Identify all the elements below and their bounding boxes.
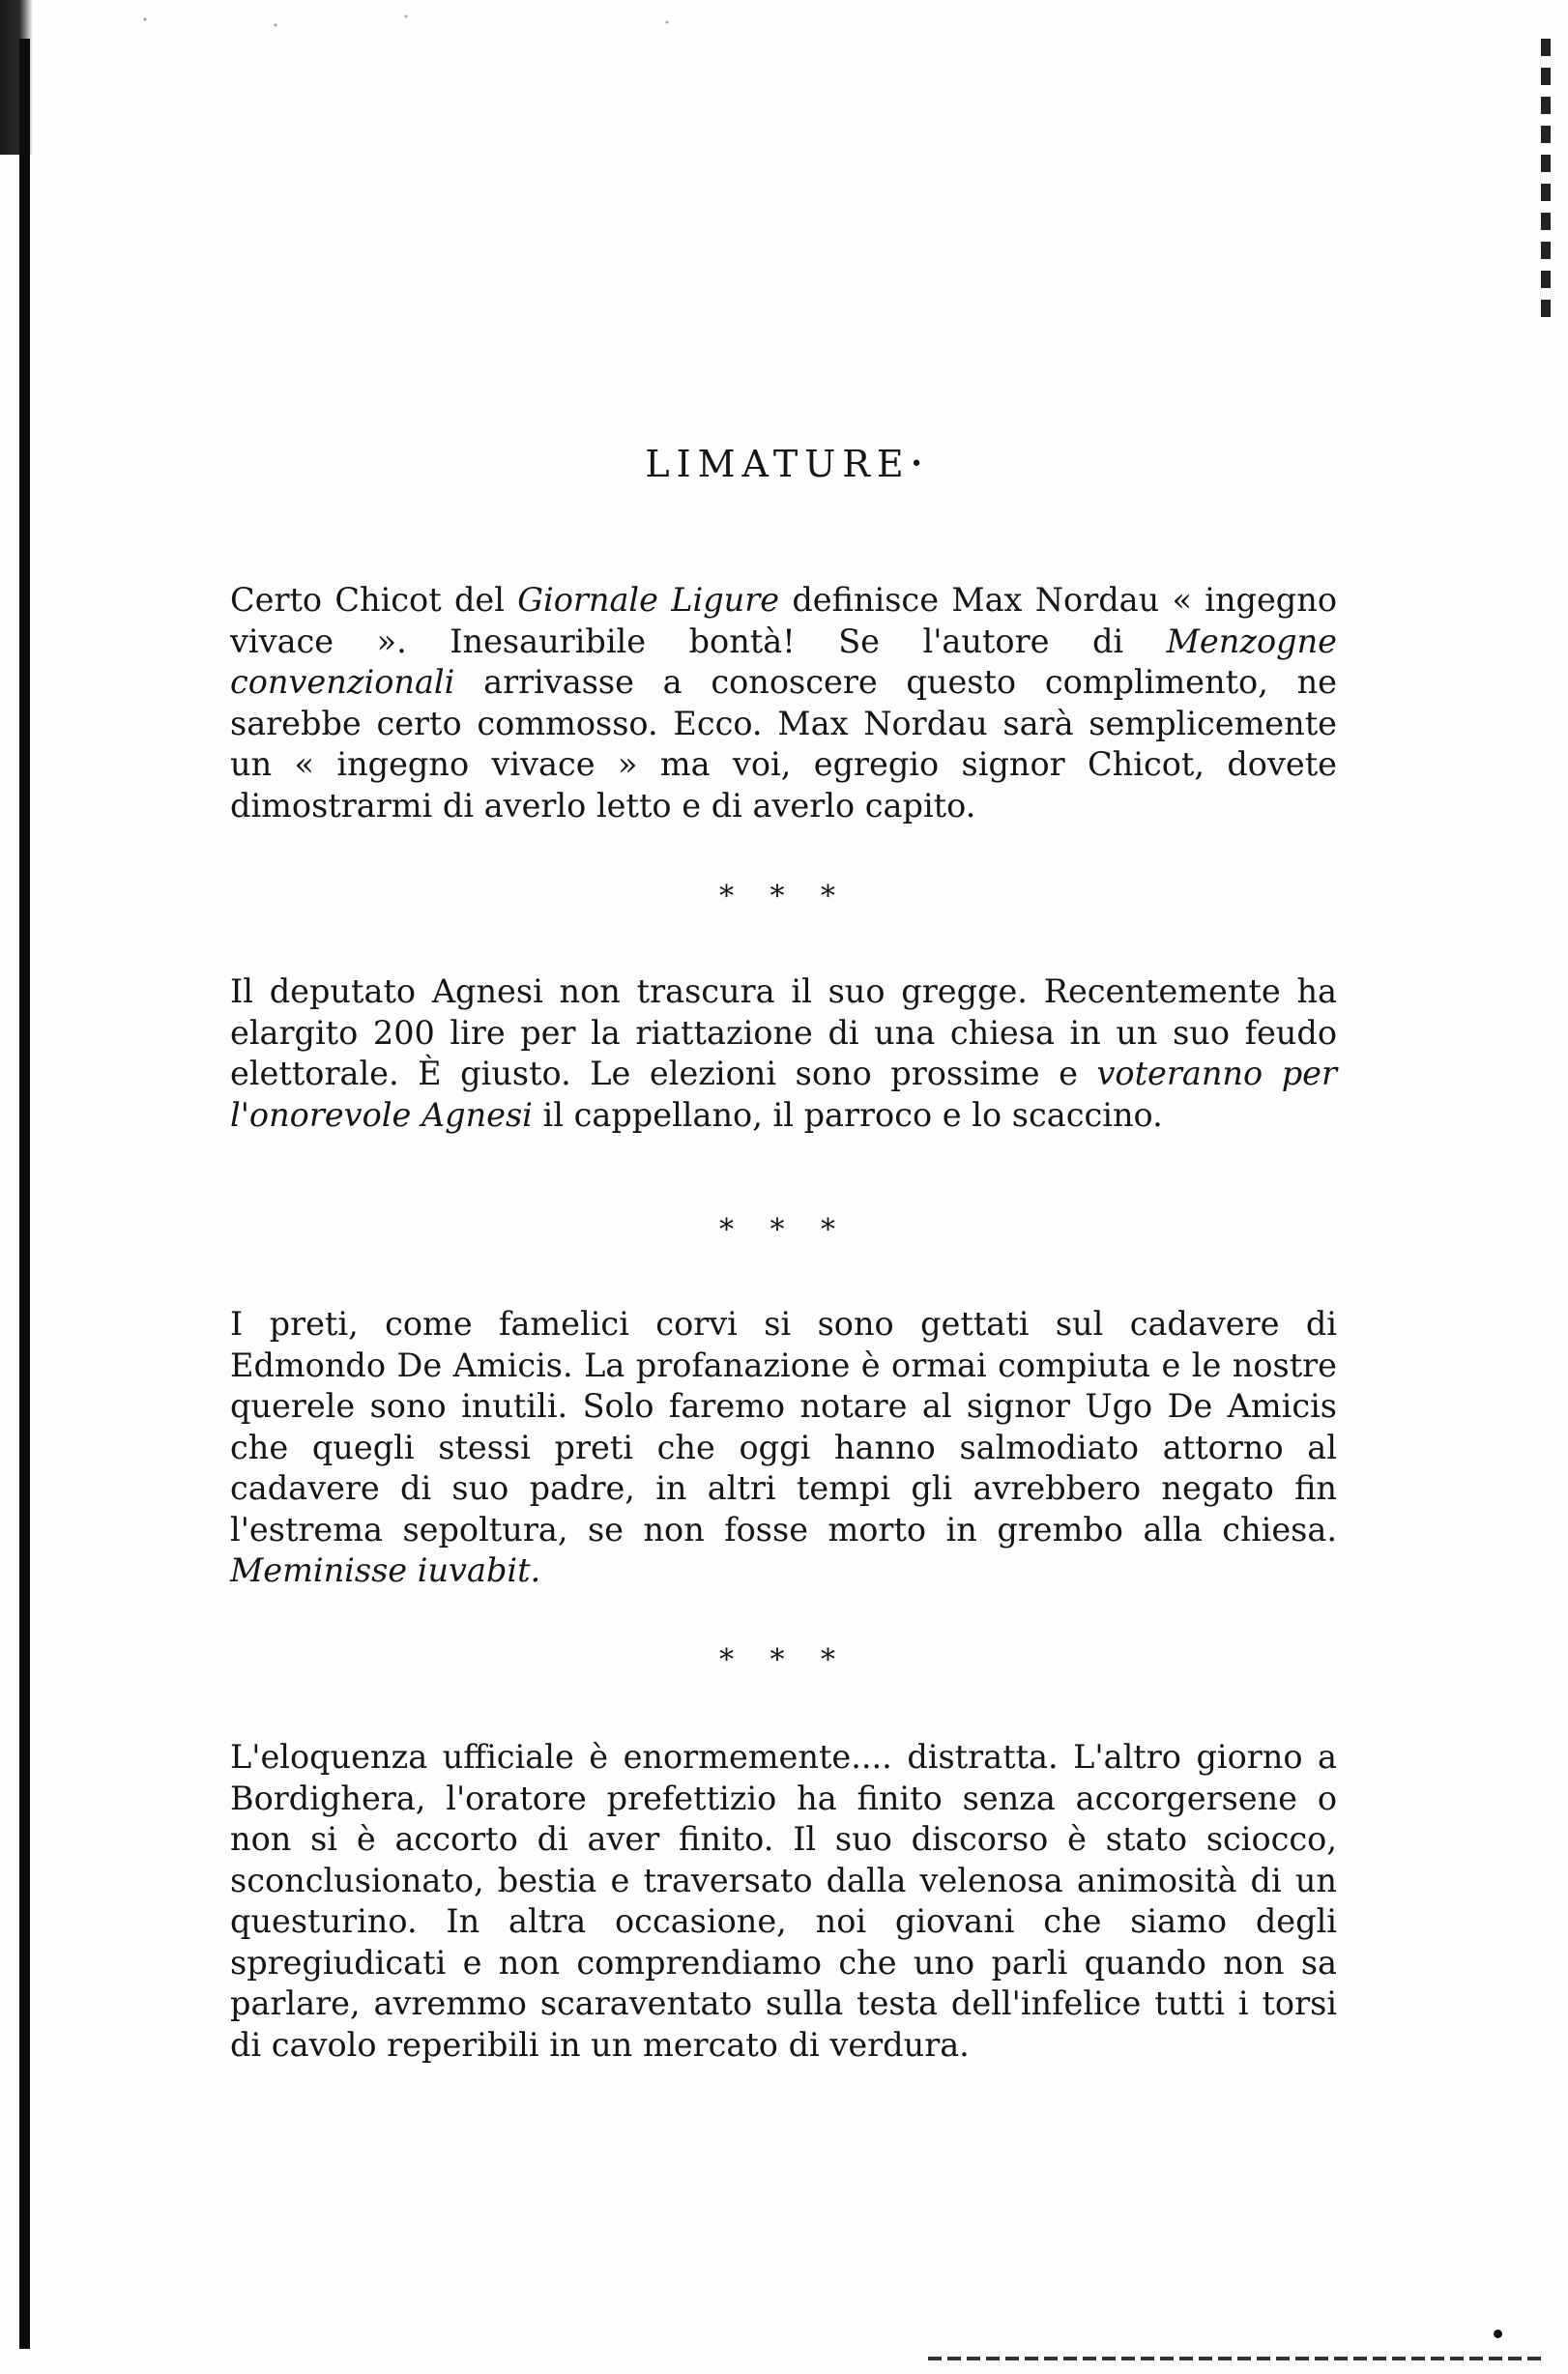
paragraph-1 <box>230 580 1337 826</box>
scan-dot <box>1494 2330 1502 2338</box>
paragraph-2 <box>230 971 1337 1136</box>
scan-bottom-rule <box>928 2357 1547 2360</box>
paragraph-3 <box>230 1304 1337 1592</box>
italic-phrase: Meminisse iuvabit. <box>230 1551 541 1589</box>
page-title <box>0 443 1568 485</box>
section-separator-1: * * * <box>718 880 850 913</box>
title-text: LIMATURE <box>645 443 911 485</box>
title-mark: • <box>910 452 923 477</box>
scan-left-edge <box>19 39 30 2349</box>
text-run: Certo Chicot del <box>230 581 518 619</box>
italic-phrase: Giornale Ligure <box>517 581 780 619</box>
italic-phrase: Menzogne convenzionali <box>230 622 1337 701</box>
text-run: I preti, come famelici corvi si sono gettati sul cadavere di Edmondo De Amicis. La profanazione è ormai compiuta e le nostre querele sono inutili. Solo faremo notare al signor Ugo De Amicis che quegli stessi preti che oggi hanno salmodiato attorno al cadavere di suo padre, in altri tempi gli avrebbero negato fin l'estrema sepoltura, se non fosse morto in grembo alla chiesa. <box>230 1305 1337 1549</box>
section-separator-3: * * * <box>718 1643 850 1677</box>
italic-phrase: voteranno per l'onorevole Agnesi <box>230 1055 1337 1134</box>
section-separator-2: * * * <box>718 1213 850 1247</box>
text-run: L'eloquenza ufficiale è enormemente.... distratta. L'altro giorno a Bordighera, l'oratore prefettizio ha finito senza accorgersene o non si è accorto di aver finito. Il suo discorso è stato sciocco, sconclusionato, bestia e traversato dalla velenosa animosità di un questurino. In altra occasione, noi giovani che siamo degli spregiudicati e non comprendiamo che uno parli quando non sa parlare, avremmo scaraventato sulla testa dell'infelice tutti i torsi di cavolo reperibili in un mercato di verdura. <box>230 1738 1337 2064</box>
scan-right-edge <box>1541 39 1551 329</box>
text-run: arrivasse a conoscere questo complimento, ne sarebbe certo commosso. Ecco. Max Nordau sarà semplicemente un « ingegno vivace » ma voi, egregio signor Chicot, dovete dimostrarmi di averlo letto e di averlo capito. <box>230 663 1337 825</box>
text-run: definisce Max Nordau « ingegno vivace ». Inesauribile bontà! Se l'autore di <box>230 581 1337 660</box>
paragraph-4 <box>230 1737 1337 2066</box>
scan-speckle <box>58 8 928 37</box>
text-run: il cappellano, il parroco e lo scaccino. <box>532 1095 1163 1134</box>
text-run: Il deputato Agnesi non trascura il suo gregge. Recentemente ha elargito 200 lire per la riattazione di una chiesa in un suo feudo elettorale. È giusto. Le elezioni sono prossime e <box>230 972 1337 1092</box>
